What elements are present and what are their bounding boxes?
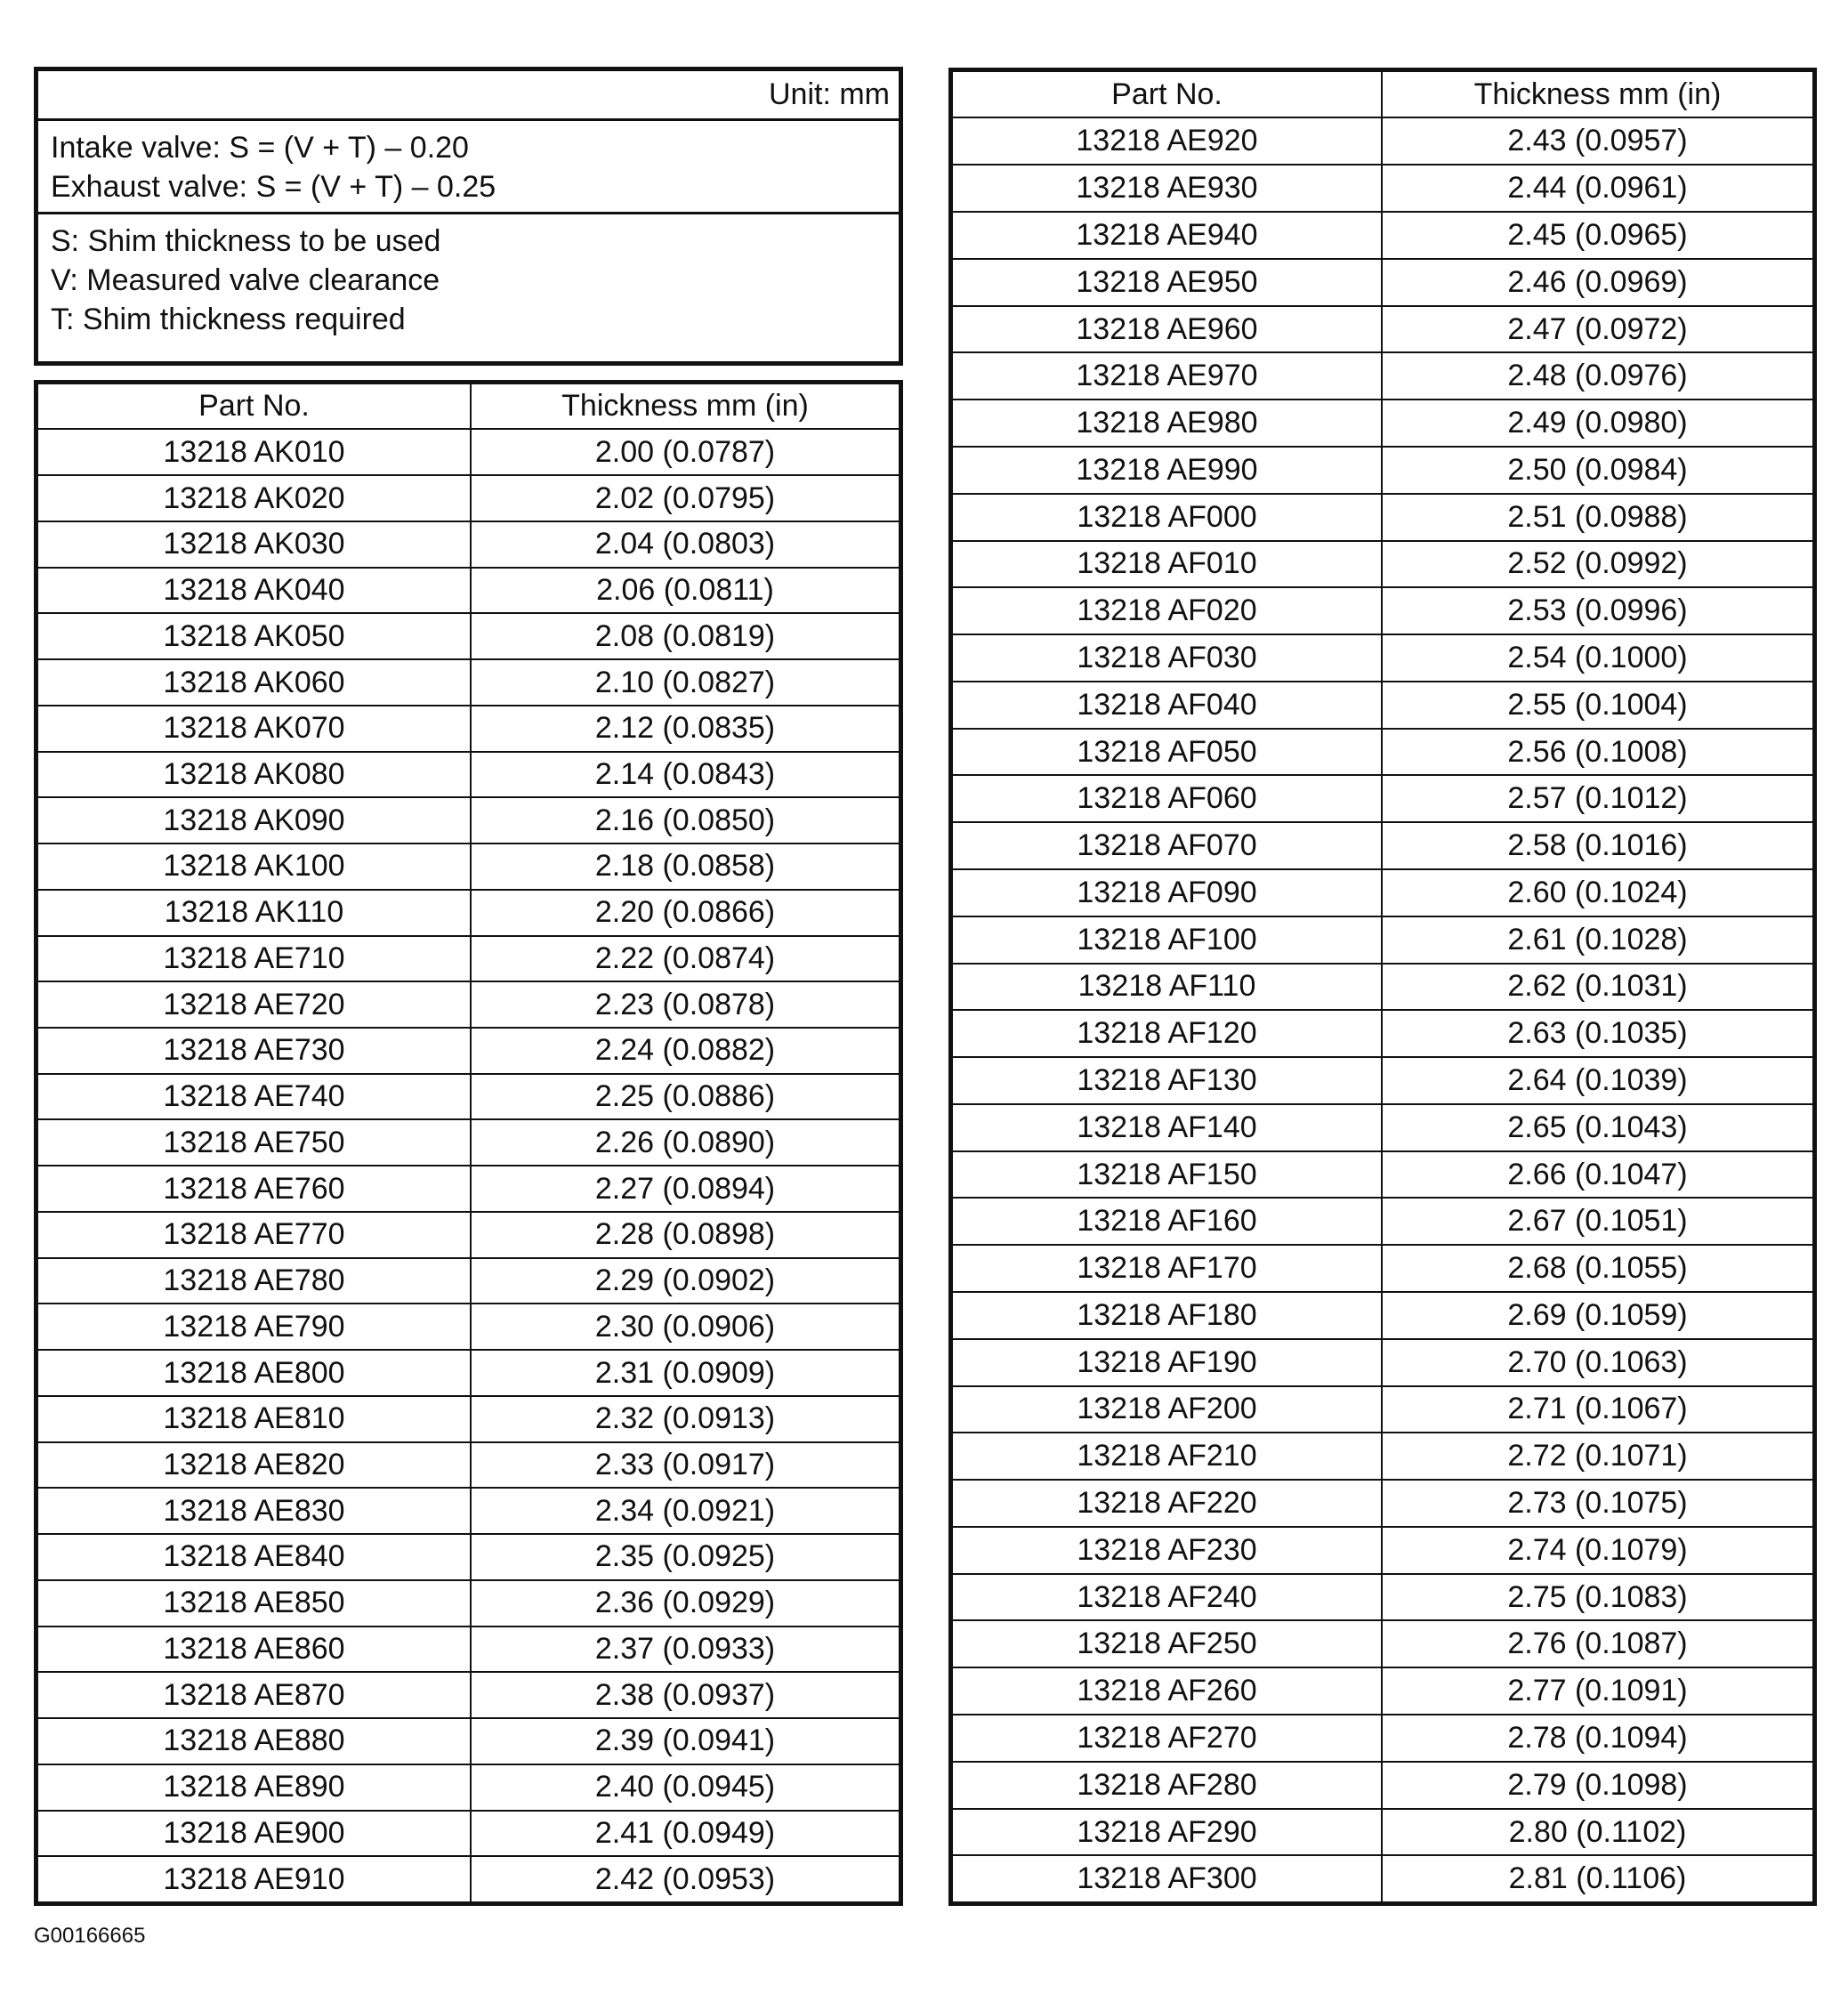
- table-row: [953, 1339, 1812, 1386]
- thickness: 2.64 (0.1039): [1382, 1057, 1812, 1104]
- thickness: 2.33 (0.0917): [471, 1442, 899, 1489]
- thickness: 2.66 (0.1047): [1382, 1151, 1812, 1199]
- table-row: [38, 752, 899, 798]
- thickness: 2.63 (0.1035): [1382, 1010, 1812, 1057]
- thickness: 2.55 (0.1004): [1382, 682, 1812, 729]
- part-number: 13218 AF200: [953, 1386, 1382, 1433]
- table-row: [953, 494, 1812, 541]
- part-number: 13218 AE760: [38, 1166, 471, 1212]
- thickness: 2.76 (0.1087): [1382, 1620, 1812, 1667]
- thickness: 2.49 (0.0980): [1382, 400, 1812, 447]
- legend-v: V: Measured valve clearance: [51, 263, 440, 297]
- part-number: 13218 AE770: [38, 1212, 471, 1258]
- thickness: 2.60 (0.1024): [1382, 869, 1812, 916]
- part-number: 13218 AE880: [38, 1718, 471, 1764]
- part-number: 13218 AF110: [953, 964, 1382, 1011]
- thickness: 2.35 (0.0925): [471, 1534, 899, 1580]
- thickness: 2.25 (0.0886): [471, 1074, 899, 1120]
- part-number: 13218 AE820: [38, 1442, 471, 1489]
- table-row: [38, 890, 899, 936]
- table-row: [953, 1245, 1812, 1292]
- table-row: [38, 1856, 899, 1901]
- table-row: [953, 822, 1812, 869]
- table-row: [953, 1104, 1812, 1151]
- part-number: 13218 AF140: [953, 1104, 1382, 1151]
- thickness: 2.57 (0.1012): [1382, 775, 1812, 822]
- table-row: [953, 541, 1812, 588]
- part-number: 13218 AF100: [953, 916, 1382, 964]
- thickness: 2.31 (0.0909): [471, 1350, 899, 1396]
- figure-id: G00166665: [34, 1924, 146, 1948]
- part-number: 13218 AE790: [38, 1304, 471, 1350]
- part-number: 13218 AE940: [953, 212, 1382, 259]
- table-row: [38, 1166, 899, 1212]
- thickness: 2.68 (0.1055): [1382, 1245, 1812, 1292]
- shim-table-right: [948, 68, 1817, 1906]
- thickness: 2.54 (0.1000): [1382, 634, 1812, 682]
- thickness: 2.72 (0.1071): [1382, 1433, 1812, 1480]
- part-number: 13218 AF270: [953, 1715, 1382, 1762]
- part-number: 13218 AF150: [953, 1151, 1382, 1199]
- table-row: [953, 1057, 1812, 1104]
- table-row: [953, 1010, 1812, 1057]
- thickness: 2.12 (0.0835): [471, 706, 899, 752]
- legend-section: [38, 214, 899, 346]
- table-row: [953, 1762, 1812, 1809]
- thickness: 2.58 (0.1016): [1382, 822, 1812, 869]
- legend-s: S: Shim thickness to be used: [51, 224, 441, 258]
- part-number: 13218 AE990: [953, 447, 1382, 494]
- formula-section: [38, 121, 899, 214]
- table-header-row: [953, 72, 1812, 117]
- table-row: [953, 1667, 1812, 1715]
- table-row: [38, 659, 899, 706]
- part-number: 13218 AK100: [38, 844, 471, 890]
- part-number: 13218 AF230: [953, 1527, 1382, 1574]
- part-number: 13218 AE810: [38, 1396, 471, 1442]
- table-row: [38, 1212, 899, 1258]
- part-number: 13218 AF250: [953, 1620, 1382, 1667]
- table-row: [953, 1574, 1812, 1621]
- thickness: 2.40 (0.0945): [471, 1764, 899, 1811]
- table-row: [953, 1715, 1812, 1762]
- table-row: [38, 475, 899, 521]
- thickness: 2.16 (0.0850): [471, 797, 899, 844]
- thickness: 2.24 (0.0882): [471, 1028, 899, 1074]
- thickness: 2.34 (0.0921): [471, 1488, 899, 1534]
- part-number: 13218 AF220: [953, 1480, 1382, 1527]
- thickness: 2.77 (0.1091): [1382, 1667, 1812, 1715]
- formula-box: [34, 67, 903, 366]
- part-number: 13218 AF290: [953, 1809, 1382, 1856]
- table-row: [38, 1534, 899, 1580]
- table-row: [38, 844, 899, 890]
- thickness: 2.42 (0.0953): [471, 1856, 899, 1901]
- part-number: 13218 AF180: [953, 1292, 1382, 1339]
- part-number: 13218 AE930: [953, 165, 1382, 212]
- part-number: 13218 AF160: [953, 1198, 1382, 1245]
- table-row: [38, 981, 899, 1028]
- table-row: [953, 682, 1812, 729]
- part-number: 13218 AK070: [38, 706, 471, 752]
- thickness: 2.71 (0.1067): [1382, 1386, 1812, 1433]
- part-number: 13218 AE870: [38, 1672, 471, 1718]
- part-number: 13218 AE780: [38, 1258, 471, 1304]
- thickness: 2.37 (0.0933): [471, 1627, 899, 1673]
- part-number: 13218 AE860: [38, 1627, 471, 1673]
- thickness: 2.29 (0.0902): [471, 1258, 899, 1304]
- header-part-no: Part No.: [38, 384, 471, 429]
- table-row: [953, 1433, 1812, 1480]
- part-number: 13218 AK090: [38, 797, 471, 844]
- table-row: [38, 1028, 899, 1074]
- thickness: 2.23 (0.0878): [471, 981, 899, 1028]
- part-number: 13218 AE740: [38, 1074, 471, 1120]
- table-row: [953, 1198, 1812, 1245]
- thickness: 2.67 (0.1051): [1382, 1198, 1812, 1245]
- part-number: 13218 AK080: [38, 752, 471, 798]
- part-number: 13218 AK060: [38, 659, 471, 706]
- part-number: 13218 AF050: [953, 729, 1382, 776]
- thickness: 2.48 (0.0976): [1382, 352, 1812, 400]
- thickness: 2.41 (0.0949): [471, 1811, 899, 1857]
- part-number: 13218 AF030: [953, 634, 1382, 682]
- part-number: 13218 AE950: [953, 259, 1382, 306]
- thickness: 2.32 (0.0913): [471, 1396, 899, 1442]
- table-row: [953, 117, 1812, 165]
- part-number: 13218 AF210: [953, 1433, 1382, 1480]
- part-number: 13218 AF020: [953, 587, 1382, 634]
- shim-table-left: [34, 380, 903, 1906]
- table-row: [38, 1304, 899, 1350]
- part-number: 13218 AF130: [953, 1057, 1382, 1104]
- part-number: 13218 AK020: [38, 475, 471, 521]
- thickness: 2.70 (0.1063): [1382, 1339, 1812, 1386]
- thickness: 2.06 (0.0811): [471, 568, 899, 614]
- thickness: 2.78 (0.1094): [1382, 1715, 1812, 1762]
- part-number: 13218 AF090: [953, 869, 1382, 916]
- thickness: 2.18 (0.0858): [471, 844, 899, 890]
- exhaust-formula: Exhaust valve: S = (V + T) – 0.25: [51, 170, 496, 204]
- part-number: 13218 AE720: [38, 981, 471, 1028]
- thickness: 2.30 (0.0906): [471, 1304, 899, 1350]
- part-number: 13218 AF040: [953, 682, 1382, 729]
- part-number: 13218 AE800: [38, 1350, 471, 1396]
- thickness: 2.80 (0.1102): [1382, 1809, 1812, 1856]
- table-row: [953, 869, 1812, 916]
- thickness: 2.27 (0.0894): [471, 1166, 899, 1212]
- part-number: 13218 AE900: [38, 1811, 471, 1857]
- thickness: 2.47 (0.0972): [1382, 306, 1812, 353]
- part-number: 13218 AF280: [953, 1762, 1382, 1809]
- table-row: [953, 729, 1812, 776]
- table-row: [953, 400, 1812, 447]
- table-row: [953, 165, 1812, 212]
- table-row: [38, 568, 899, 614]
- part-number: 13218 AK050: [38, 613, 471, 659]
- table-row: [953, 1292, 1812, 1339]
- part-number: 13218 AE840: [38, 1534, 471, 1580]
- table-row: [38, 1811, 899, 1857]
- table-row: [953, 775, 1812, 822]
- header-part-no: Part No.: [953, 72, 1382, 117]
- part-number: 13218 AK040: [38, 568, 471, 614]
- thickness: 2.45 (0.0965): [1382, 212, 1812, 259]
- thickness: 2.51 (0.0988): [1382, 494, 1812, 541]
- table-header-row: [38, 384, 899, 429]
- table-row: [953, 1855, 1812, 1901]
- part-number: 13218 AE850: [38, 1580, 471, 1627]
- thickness: 2.53 (0.0996): [1382, 587, 1812, 634]
- part-number: 13218 AF260: [953, 1667, 1382, 1715]
- table-row: [38, 797, 899, 844]
- thickness: 2.75 (0.1083): [1382, 1574, 1812, 1621]
- table-row: [38, 1627, 899, 1673]
- thickness: 2.56 (0.1008): [1382, 729, 1812, 776]
- table-row: [953, 587, 1812, 634]
- thickness: 2.73 (0.1075): [1382, 1480, 1812, 1527]
- table-row: [38, 1442, 899, 1489]
- thickness: 2.28 (0.0898): [471, 1212, 899, 1258]
- thickness: 2.38 (0.0937): [471, 1672, 899, 1718]
- table-row: [38, 1672, 899, 1718]
- thickness: 2.08 (0.0819): [471, 613, 899, 659]
- header-thickness: Thickness mm (in): [471, 384, 899, 429]
- part-number: 13218 AK010: [38, 429, 471, 475]
- part-number: 13218 AE980: [953, 400, 1382, 447]
- thickness: 2.62 (0.1031): [1382, 964, 1812, 1011]
- thickness: 2.74 (0.1079): [1382, 1527, 1812, 1574]
- table-row: [953, 1809, 1812, 1856]
- thickness: 2.46 (0.0969): [1382, 259, 1812, 306]
- table-row: [953, 1620, 1812, 1667]
- header-thickness: Thickness mm (in): [1382, 72, 1812, 117]
- table-row: [38, 1350, 899, 1396]
- thickness: 2.00 (0.0787): [471, 429, 899, 475]
- table-row: [38, 1580, 899, 1627]
- table-row: [38, 1074, 899, 1120]
- legend-t: T: Shim thickness required: [51, 303, 406, 336]
- table-row: [38, 429, 899, 475]
- part-number: 13218 AF300: [953, 1855, 1382, 1901]
- thickness: 2.69 (0.1059): [1382, 1292, 1812, 1339]
- table-row: [38, 1258, 899, 1304]
- table-row: [953, 634, 1812, 682]
- table-row: [38, 521, 899, 568]
- table-row: [953, 447, 1812, 494]
- table-row: [38, 1718, 899, 1764]
- table-row: [38, 1764, 899, 1811]
- table-row: [38, 1396, 899, 1442]
- part-number: 13218 AF070: [953, 822, 1382, 869]
- part-number: 13218 AE960: [953, 306, 1382, 353]
- thickness: 2.52 (0.0992): [1382, 541, 1812, 588]
- table-row: [38, 1119, 899, 1166]
- table-row: [38, 613, 899, 659]
- table-row: [38, 1488, 899, 1534]
- thickness: 2.44 (0.0961): [1382, 165, 1812, 212]
- table-row: [953, 1480, 1812, 1527]
- part-number: 13218 AF000: [953, 494, 1382, 541]
- part-number: 13218 AE910: [38, 1856, 471, 1901]
- table-row: [953, 1386, 1812, 1433]
- intake-formula: Intake valve: S = (V + T) – 0.20: [51, 131, 469, 165]
- table-row: [953, 1151, 1812, 1199]
- part-number: 13218 AE710: [38, 936, 471, 982]
- thickness: 2.81 (0.1106): [1382, 1855, 1812, 1901]
- table-row: [953, 212, 1812, 259]
- table-row: [953, 306, 1812, 353]
- thickness: 2.39 (0.0941): [471, 1718, 899, 1764]
- table-row: [953, 916, 1812, 964]
- part-number: 13218 AF240: [953, 1574, 1382, 1621]
- part-number: 13218 AK030: [38, 521, 471, 568]
- table-row: [953, 1527, 1812, 1574]
- thickness: 2.14 (0.0843): [471, 752, 899, 798]
- part-number: 13218 AE970: [953, 352, 1382, 400]
- thickness: 2.65 (0.1043): [1382, 1104, 1812, 1151]
- table-row: [38, 936, 899, 982]
- part-number: 13218 AE730: [38, 1028, 471, 1074]
- table-row: [953, 352, 1812, 400]
- unit-label: Unit: mm: [38, 71, 899, 121]
- part-number: 13218 AF120: [953, 1010, 1382, 1057]
- thickness: 2.36 (0.0929): [471, 1580, 899, 1627]
- table-row: [953, 259, 1812, 306]
- thickness: 2.50 (0.0984): [1382, 447, 1812, 494]
- thickness: 2.02 (0.0795): [471, 475, 899, 521]
- thickness: 2.10 (0.0827): [471, 659, 899, 706]
- part-number: 13218 AF060: [953, 775, 1382, 822]
- part-number: 13218 AF190: [953, 1339, 1382, 1386]
- thickness: 2.22 (0.0874): [471, 936, 899, 982]
- part-number: 13218 AE830: [38, 1488, 471, 1534]
- thickness: 2.04 (0.0803): [471, 521, 899, 568]
- part-number: 13218 AF010: [953, 541, 1382, 588]
- thickness: 2.20 (0.0866): [471, 890, 899, 936]
- table-row: [953, 964, 1812, 1011]
- thickness: 2.61 (0.1028): [1382, 916, 1812, 964]
- thickness: 2.26 (0.0890): [471, 1119, 899, 1166]
- part-number: 13218 AE890: [38, 1764, 471, 1811]
- part-number: 13218 AK110: [38, 890, 471, 936]
- part-number: 13218 AE920: [953, 117, 1382, 165]
- table-row: [38, 706, 899, 752]
- thickness: 2.43 (0.0957): [1382, 117, 1812, 165]
- part-number: 13218 AE750: [38, 1119, 471, 1166]
- part-number: 13218 AF170: [953, 1245, 1382, 1292]
- thickness: 2.79 (0.1098): [1382, 1762, 1812, 1809]
